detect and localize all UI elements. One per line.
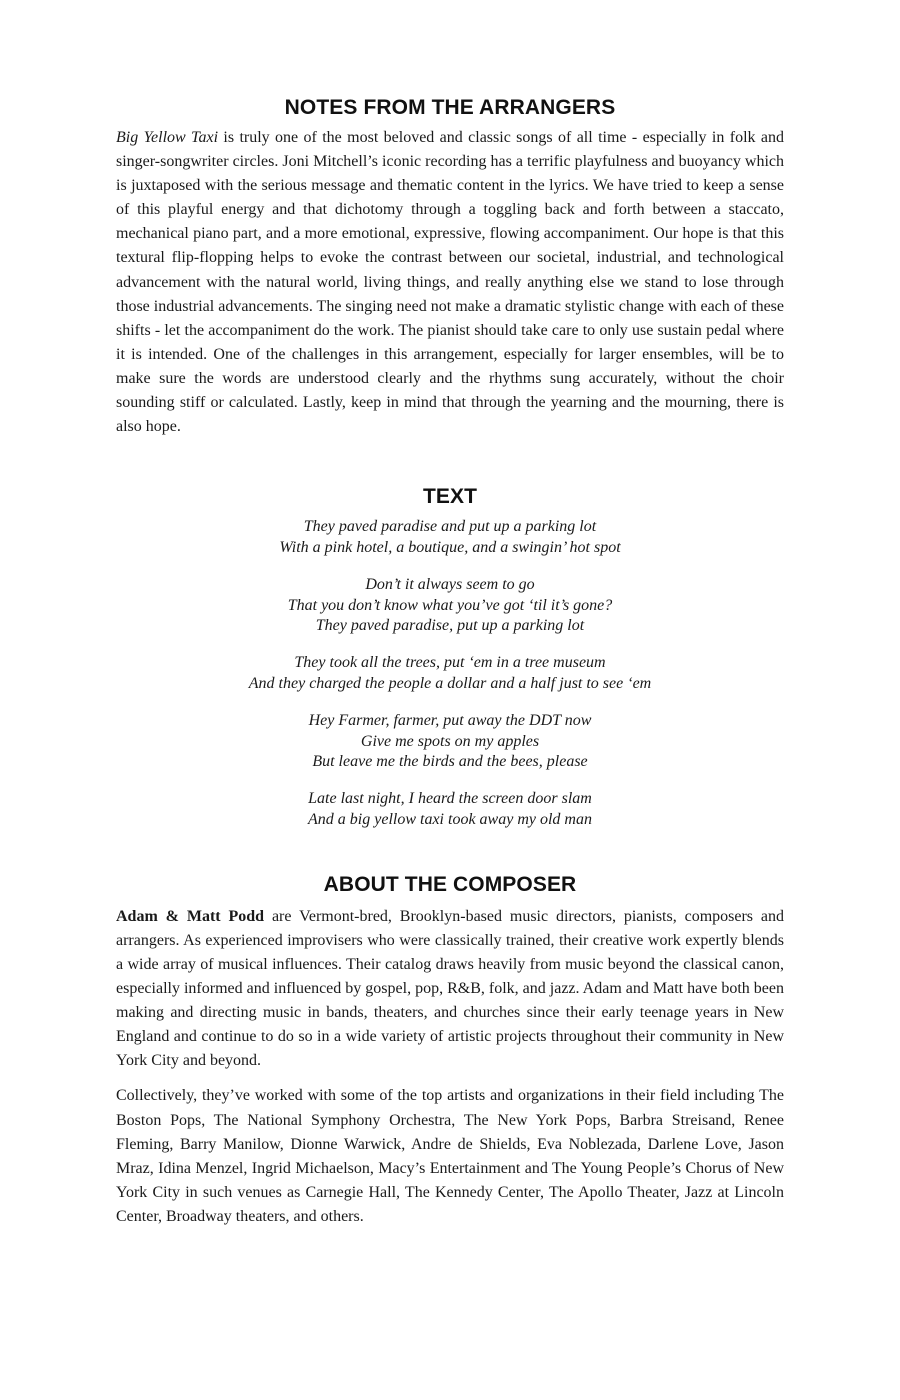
lyric-line: And a big yellow taxi took away my old man (308, 810, 592, 828)
composer-bio-text: are Vermont-bred, Brooklyn-based music directors, pianists, composers and arrangers. As experienced improvisers who were classically trained, their creative work expertly blends a wide array of musical influences. Their catalog draws heavily from music beyond the classical canon, especially informed and influenced by gospel, pop, R&B, folk, and jazz. Adam and Matt have both been making and directing music in bands, theaters, and churches since their early teenage years in New England and continue to do so in a wide variety of artistic projects throughout their community in New York City and beyond. (116, 907, 785, 1070)
lyric-line: They took all the trees, put ‘em in a tree museum (294, 654, 606, 672)
notes-body-text: is truly one of the most beloved and classic songs of all time - especially in folk and singer-songwriter circles. Joni Mitchell’s iconic recording has a terrific playfulness and buoyancy which is juxtaposed with the serious message and thematic content in the lyrics. We have tried to keep a sense of this playful energy and that dichotomy through a toggling back and forth between a staccato, mechanical piano part, and a more emotional, expressive, flowing accompaniment. Our hope is that this textural flip-flopping helps to evoke the contrast between our societal, industrial, and technological advancement with the natural world, living things, and really anything else we stand to lose through those industrial advancements. The singing need not make a dramatic stylistic change with each of these shifts - let the accompaniment do the work. The pianist should take care to only use sustain pedal where it is intended. One of the challenges in this arrangement, especially for larger ensembles, will be to make sure the words are understood clearly and the rhythms sung accurately, without the choir sounding stiff or calculated. Lastly, keep in mind that through the yearning and the mourning, there is also hope. (116, 129, 784, 436)
lyric-line: Hey Farmer, farmer, put away the DDT now (308, 711, 592, 729)
song-title: Big Yellow Taxi (116, 129, 219, 146)
stanza (116, 653, 784, 695)
notes-heading: NOTES FROM THE ARRANGERS (284, 96, 616, 119)
lyric-line: Give me spots on my apples (360, 732, 540, 750)
lyrics (116, 517, 784, 831)
composer-paragraph-2: Collectively, they’ve worked with some of the top artists and organizations in their field including The Boston Pops, The National Symphony Orchestra, The New York Pops, Barbra Streisand, Renee Fleming, Barry Manilow, Dionne Warwick, Andre de Shields, Eva Noblezada, Darlene Love, Jason Mraz, Idina Menzel, Ingrid Michaelson, Macy’s Entertainment and The Young People’s Chorus of New York City in such venues as Carnegie Hall, The Kennedy Center, The Apollo Theater, Jazz at Lincoln Center, Broadway theaters, and others. (116, 1087, 784, 1225)
lyric-line: With a pink hotel, a boutique, and a swingin’ hot spot (279, 539, 621, 557)
lyric-line: Don’t it always seem to go (365, 575, 535, 593)
text-heading: TEXT (422, 485, 478, 509)
stanza (116, 711, 784, 773)
stanza (116, 517, 784, 559)
stanza (116, 575, 784, 637)
lyric-line: But leave me the birds and the bees, please (312, 753, 588, 771)
stanza (116, 789, 784, 831)
composer-heading: ABOUT THE COMPOSER (323, 872, 577, 896)
composer-names: Adam & Matt Podd (116, 907, 265, 925)
lyric-line: That you don’t know what you’ve got ‘til it’s gone? (287, 596, 613, 614)
lyric-line: They paved paradise and put up a parking lot (303, 518, 597, 536)
lyric-line: They paved paradise, put up a parking lot (315, 617, 585, 635)
composer-paragraph-1 (116, 905, 784, 1074)
lyric-line: Late last night, I heard the screen door slam (308, 790, 592, 808)
notes-paragraph (116, 126, 784, 439)
document-page (116, 92, 784, 1229)
lyric-line: And they charged the people a dollar and a half just to see ‘em (248, 675, 652, 692)
